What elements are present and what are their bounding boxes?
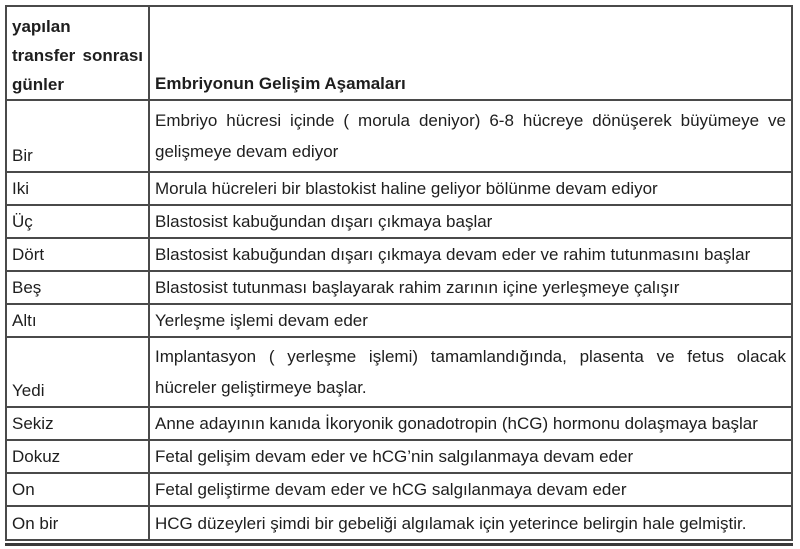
table-row-day-1 — [6, 100, 792, 172]
table-row-day-8 — [6, 407, 792, 440]
table-row-day-10 — [6, 473, 792, 506]
day-cell: Yedi — [6, 337, 149, 407]
stage-cell: Blastosist kabuğundan dışarı çıkmaya başlar — [149, 205, 792, 238]
table-header-row — [6, 6, 792, 100]
header-stages-cell: Embriyonun Gelişim Aşamaları — [149, 6, 792, 100]
header-days-line-3: günler — [12, 75, 64, 94]
day-cell: Dokuz — [6, 440, 149, 473]
stage-cell: Fetal gelişim devam eder ve hCG’nin salgılanmaya devam eder — [149, 440, 792, 473]
table-row-day-5 — [6, 271, 792, 304]
stage-cell: Implantasyon ( yerleşme işlemi) tamamlandığında, plasenta ve fetus olacak hücreler geliştirmeye başlar. — [149, 337, 792, 407]
stage-cell: Anne adayının kanıda İkoryonik gonadotropin (hCG) hormonu dolaşmaya başlar — [149, 407, 792, 440]
day-cell: Dört — [6, 238, 149, 271]
embryo-development-table-wrap — [5, 5, 793, 546]
stage-cell: Fetal geliştirme devam eder ve hCG salgılanmaya devam eder — [149, 473, 792, 506]
table-row-day-9 — [6, 440, 792, 473]
table-row-day-6 — [6, 304, 792, 337]
table-row-day-3 — [6, 205, 792, 238]
stage-cell: Blastosist kabuğundan dışarı çıkmaya devam eder ve rahim tutunmasını başlar — [149, 238, 792, 271]
stage-cell: Yerleşme işlemi devam eder — [149, 304, 792, 337]
table-row-day-2 — [6, 172, 792, 205]
stage-cell: Blastosist tutunması başlayarak rahim zarının içine yerleşmeye çalışır — [149, 271, 792, 304]
embryo-development-table — [5, 5, 793, 541]
day-cell: Sekiz — [6, 407, 149, 440]
table-row-day-7 — [6, 337, 792, 407]
day-cell: On — [6, 473, 149, 506]
day-cell: Altı — [6, 304, 149, 337]
day-cell: Üç — [6, 205, 149, 238]
stage-cell: Morula hücreleri bir blastokist haline geliyor bölünme devam ediyor — [149, 172, 792, 205]
day-cell: Beş — [6, 271, 149, 304]
header-days-line-2: transfer sonrası — [12, 46, 143, 65]
table-row-day-11 — [6, 506, 792, 540]
header-days-line-1: yapılan — [12, 17, 71, 36]
stage-cell: HCG düzeyleri şimdi bir gebeliği algılamak için yeterince belirgin hale gelmiştir. — [149, 506, 792, 540]
day-cell: Bir — [6, 100, 149, 172]
stage-cell: Embriyo hücresi içinde ( morula deniyor) 6-8 hücreye dönüşerek büyümeye ve gelişmeye devam ediyor — [149, 100, 792, 172]
header-days-cell — [6, 6, 149, 100]
day-cell: Iki — [6, 172, 149, 205]
day-cell: On bir — [6, 506, 149, 540]
table-row-day-4 — [6, 238, 792, 271]
